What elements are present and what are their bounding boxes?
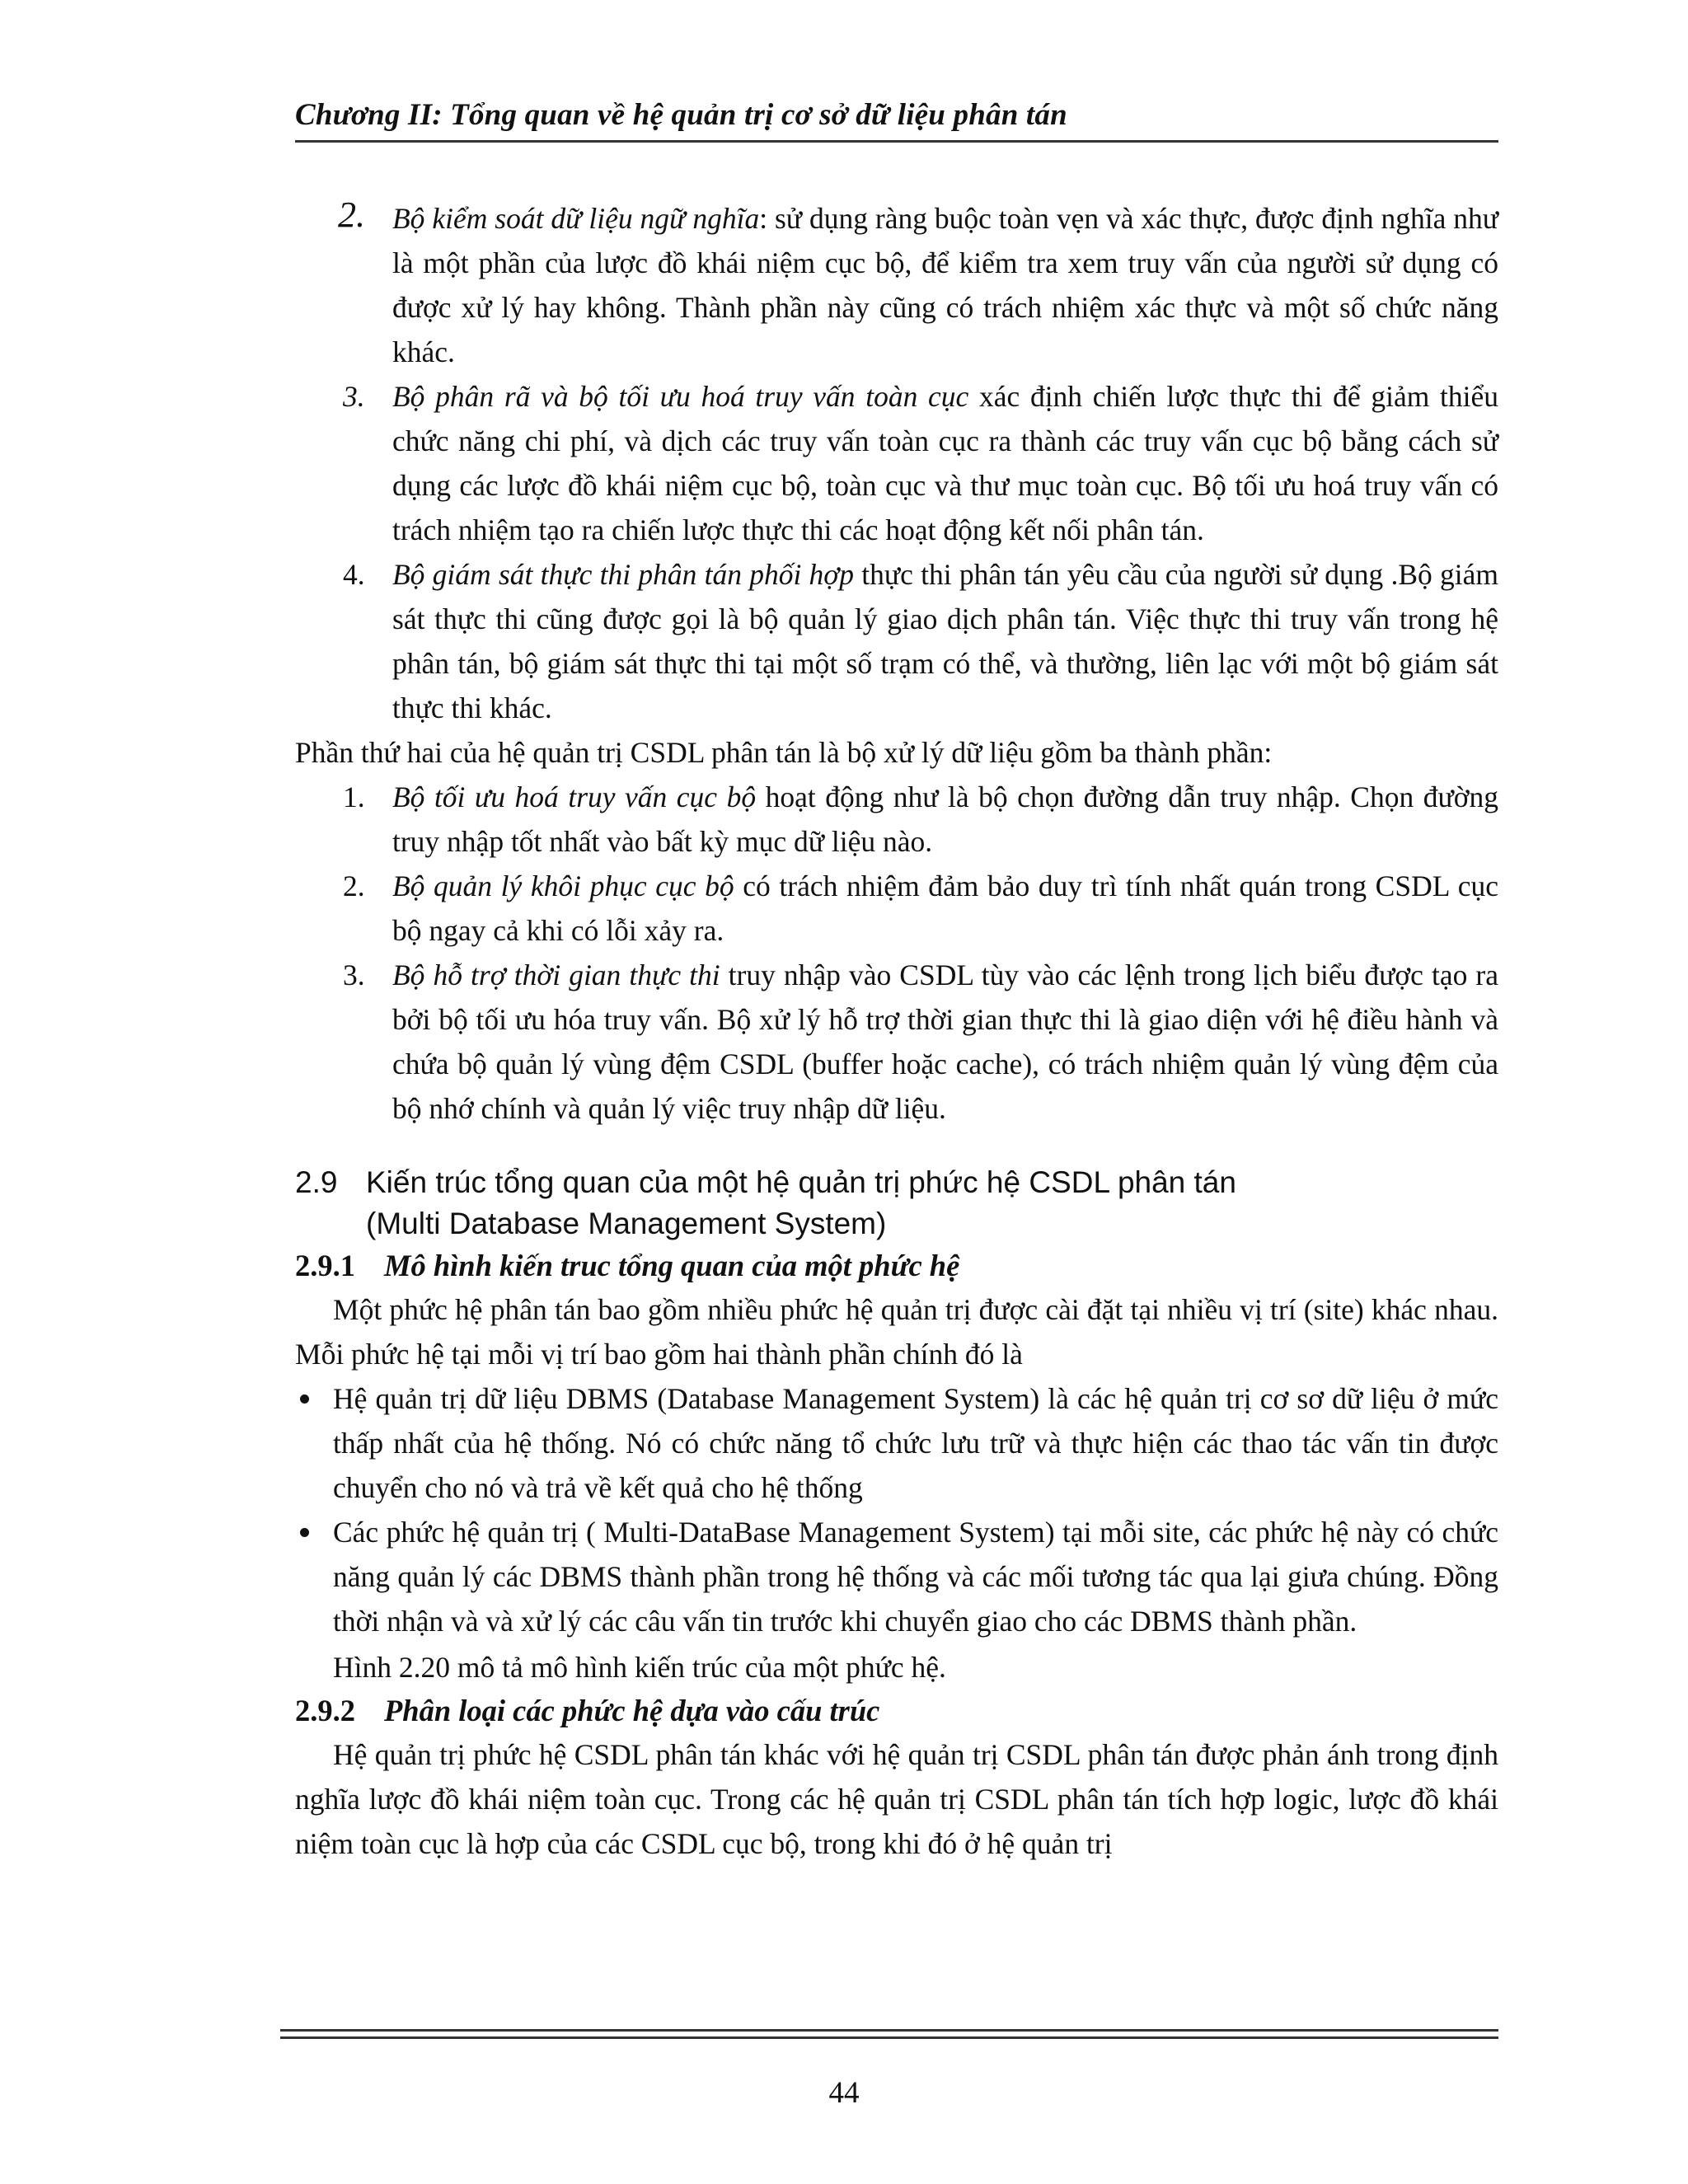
list-number: 2. — [343, 869, 365, 902]
list-number: 4. — [343, 558, 365, 591]
list-text: có trách nhiệm đảm bảo duy trì tính nhất quán trong CSDL cục bộ ngay cả khi có lỗi xảy ra. — [392, 869, 1498, 947]
subsection-title: Mô hình kiến truc tổng quan của một phức hệ — [384, 1249, 960, 1282]
list-item — [295, 953, 1498, 1131]
page-body — [295, 196, 1498, 1866]
intro-paragraph: Phần thứ hai của hệ quản trị CSDL phân tán là bộ xử lý dữ liệu gồm ba thành phần: — [295, 736, 1273, 769]
section-number: 2.9 — [295, 1165, 338, 1199]
subsection-number: 2.9.2 — [295, 1694, 355, 1727]
running-header: Chương II: Tổng quan về hệ quản trị cơ sở dữ liệu phân tán — [295, 98, 1067, 132]
list-number: 2. — [338, 194, 365, 235]
list-term: Bộ kiểm soát dữ liệu ngữ nghĩa — [392, 202, 760, 235]
list-item — [295, 196, 1498, 374]
list-item — [295, 775, 1498, 864]
subsection-heading-2-9-1 — [295, 1244, 1498, 1287]
header-rule — [295, 140, 1498, 143]
section-title-line1: Kiến trúc tổng quan của một hệ quản trị phức hệ CSDL phân tán — [366, 1165, 1236, 1199]
subsection-heading-2-9-2 — [295, 1690, 1498, 1732]
bullet-item — [295, 1510, 1498, 1643]
footer-rule-bottom — [280, 2036, 1498, 2039]
subsection-title: Phân loại các phức hệ dựa vào cấu trúc — [384, 1694, 880, 1727]
list-term: Bộ hỗ trợ thời gian thực thi — [392, 958, 720, 991]
list-text: hoạt động như là bộ chọn đường dẫn truy nhập. Chọn đường truy nhập tốt nhất vào bất kỳ mục dữ liệu nào. — [392, 780, 1499, 858]
bullet-dot-icon — [300, 1394, 309, 1404]
bullet-dot-icon — [300, 1528, 309, 1537]
list-text: : sử dụng ràng buộc toàn vẹn và xác thực, được định nghĩa như là một phần của lược đồ khái niệm cục bộ, để kiểm tra xem truy vấn của người sử dụng có được xử lý hay không. Thành phần này cũng có trách nhiệm xác thực và một số chức năng khác. — [392, 202, 1498, 368]
page-number: 44 — [828, 2076, 860, 2110]
list-term: Bộ phân rã và bộ tối ưu hoá truy vấn toàn cục — [392, 380, 969, 413]
bullet-text: Hệ quản trị dữ liệu DBMS (Database Management System) là các hệ quản trị cơ sơ dữ liệu ở mức thấp nhất của hệ thống. Nó có chức năng tổ chức lưu trữ và thực hiện các thao tác vấn tin được chuyển cho nó và trả về kết quả cho hệ thống — [333, 1382, 1498, 1504]
list-term: Bộ giám sát thực thi phân tán phối hợp — [392, 558, 855, 591]
list-text: xác định chiến lược thực thi để giảm thiểu chức năng chi phí, và dịch các truy vấn toàn cục ra thành các truy vấn cục bộ bằng cách sử dụng các lược đồ khái niệm cục bộ, toàn cục và thư mục toàn cục. Bộ tối ưu hoá truy vấn có trách nhiệm tạo ra chiến lược thực thi các hoạt động kết nối phân tán. — [392, 380, 1498, 546]
list-item — [295, 864, 1498, 953]
list-number: 1. — [343, 780, 365, 813]
footer-rule-top — [280, 2029, 1498, 2032]
list-text: thực thi phân tán yêu cầu của người sử dụng .Bộ giám sát thực thi cũng được gọi là bộ quản lý giao dịch phân tán. Việc thực thi truy vấn trong hệ phân tán, bộ giám sát thực thi tại một số trạm có thể, và thường, liên lạc với một bộ giám sát thực thi khác. — [392, 558, 1498, 724]
section-heading-2-9 — [295, 1162, 1498, 1244]
figure-reference: Hình 2.20 mô tả mô hình kiến trúc của một phức hệ. — [333, 1651, 946, 1684]
body-paragraph: Hệ quản trị phức hệ CSDL phân tán khác với hệ quản trị CSDL phân tán được phản ánh trong định nghĩa lược đồ khái niệm toàn cục. Trong các hệ quản trị CSDL phân tán tích hợp logic, lược đồ khái niệm toàn cục là hợp của các CSDL cục bộ, trong khi đó ở hệ quản trị — [295, 1738, 1498, 1860]
list-item — [295, 374, 1498, 552]
list-number: 3. — [343, 958, 365, 991]
bullet-item — [295, 1376, 1498, 1510]
subsection-number: 2.9.1 — [295, 1249, 355, 1282]
list-text: truy nhập vào CSDL tùy vào các lệnh trong lịch biểu được tạo ra bởi bộ tối ưu hóa truy vấn. Bộ xử lý hỗ trợ thời gian thực thi là giao diện với hệ điều hành và chứa bộ quản lý vùng đệm CSDL (buffer hoặc cache), có trách nhiệm quản lý vùng đệm của bộ nhớ chính và quản lý việc truy nhập dữ liệu. — [392, 958, 1498, 1125]
bullet-text: Các phức hệ quản trị ( Multi-DataBase Management System) tại mỗi site, các phức hệ này có chức năng quản lý các DBMS thành phần trong hệ thống và các mối tương tác qua lại giưa chúng. Đồng thời nhận và và xử lý các câu vấn tin trước khi chuyển giao cho các DBMS thành phần. — [333, 1516, 1498, 1638]
list-term: Bộ quản lý khôi phục cục bộ — [392, 869, 734, 902]
section-title-line2: (Multi Database Management System) — [366, 1207, 887, 1240]
body-paragraph: Một phức hệ phân tán bao gồm nhiều phức hệ quản trị được cài đặt tại nhiều vị trí (site) khác nhau. Mỗi phức hệ tại mỗi vị trí bao gồm hai thành phần chính đó là — [295, 1293, 1498, 1371]
list-item — [295, 552, 1498, 730]
list-term: Bộ tối ưu hoá truy vấn cục bộ — [392, 780, 757, 813]
list-number: 3. — [343, 380, 365, 413]
